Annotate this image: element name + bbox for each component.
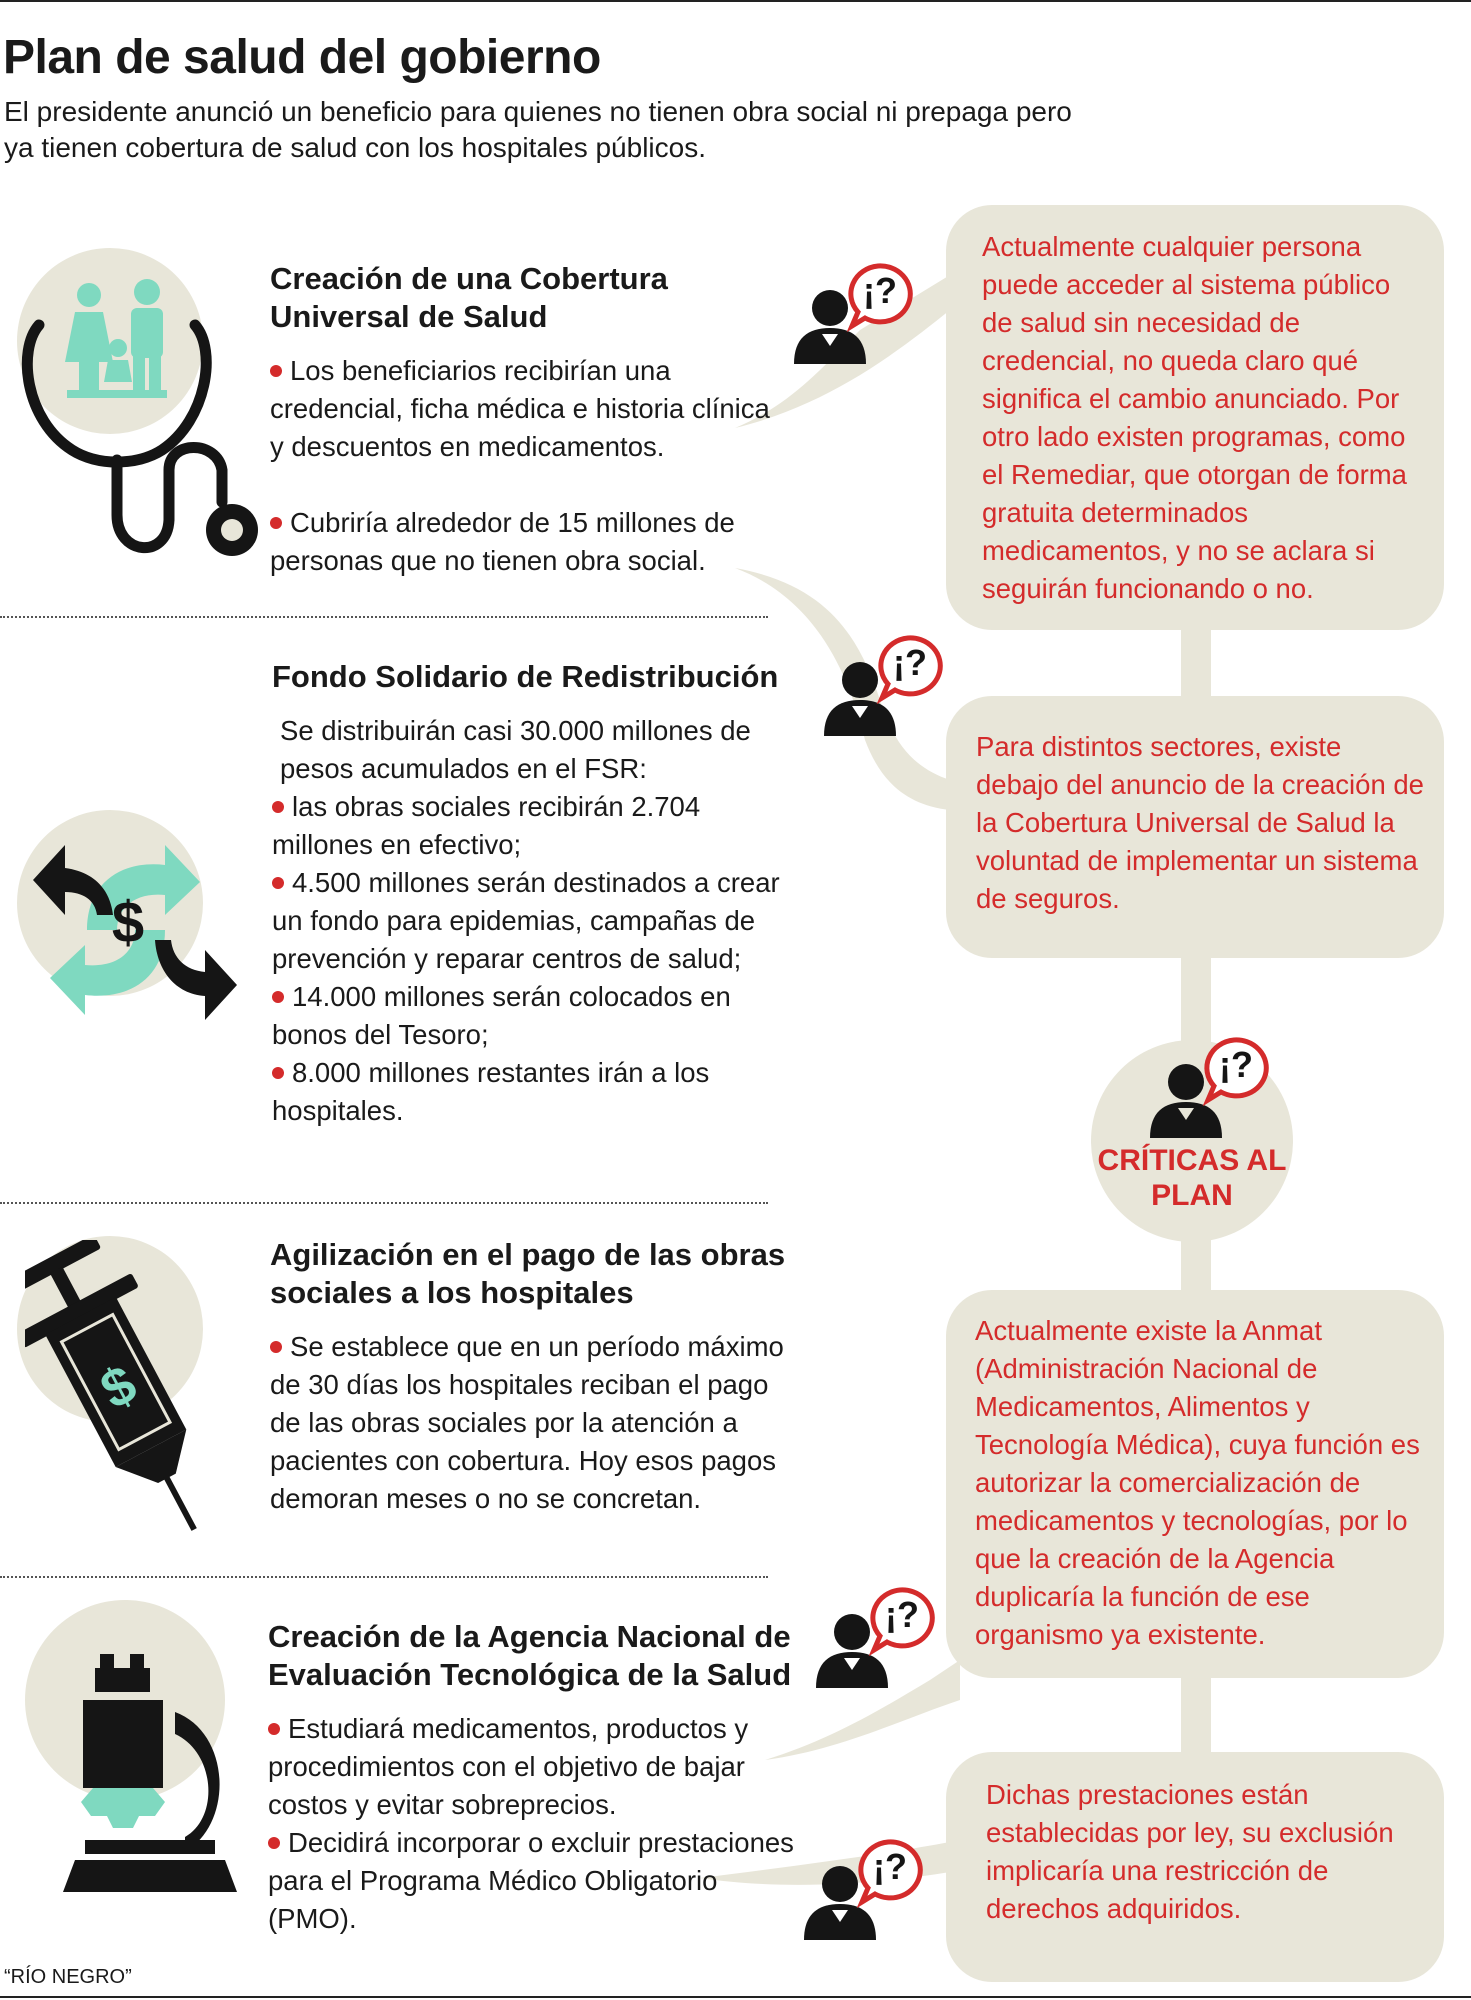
divider-3 [0,1576,768,1578]
section-4-bullet-1: Estudiará medicamentos, productos y procedimientos con el objetivo de bajar costos y evitar sobreprecios. [268,1713,749,1820]
page-title: Plan de salud del gobierno [3,31,601,84]
criticism-text-1: Actualmente cualquier persona puede acceder al sistema público de salud sin necesidad de credencial, no queda claro qué significa el cambio anunciado. Por otro lado existen programas, como el Remediar, que otorgan de forma gratuita determinados medicamentos, y no se aclara si seguirán funcionando o no. [982,231,1407,604]
section-4-title: Creación de la Agencia Nacional de Evaluación Tecnológica de la Salud [268,1619,792,1692]
section-1-bullet-1: Los beneficiarios recibirían una credencial, ficha médica e historia clínica y descuentos en medicamentos. [270,355,770,462]
person-question-icon: ¡? [812,1584,938,1694]
stethoscope-family-icon [17,270,262,580]
criticism-text-4: Dichas prestaciones están establecidas por ley, su exclusión implicaría una restricción de derechos adquiridos. [986,1779,1394,1924]
criticism-text-3: Actualmente existe la Anmat (Administración Nacional de Medicamentos, Alimentos y Tecnología Médica), cuya función es autorizar la comercialización de medicamentos y tecnologías, por lo que la creación de la Agencia duplicaría la función de ese organismo ya existente. [975,1315,1420,1650]
svg-text:$: $ [91,1353,146,1421]
page-subtitle: El presidente anunció un beneficio para quienes no tienen obra social ni prepaga pero ya tienen cobertura de salud con los hospitales públicos. [4,96,1072,163]
section-4-bullet-2: Decidirá incorporar o excluir prestaciones para el Programa Médico Obligatorio (PMO). [268,1827,794,1934]
section-1-bullet-2: Cubriría alrededor de 15 millones de personas que no tienen obra social. [270,507,735,576]
section-2-bullet-1: las obras sociales recibirán 2.704 millones en efectivo; [272,791,701,860]
person-question-icon: ¡? [800,1836,926,1946]
source-credit: “RÍO NEGRO” [4,1966,132,1988]
person-question-icon: ¡? [790,260,916,370]
criticas-label: CRÍTICAS AL PLAN [1097,1144,1287,1212]
section-2-bullet-3: 14.000 millones serán colocados en bonos del Tesoro; [272,981,731,1050]
section-2-title: Fondo Solidario de Redistribución [272,659,779,694]
divider-1 [0,616,768,618]
microscope-icon [55,1652,245,1902]
person-question-icon: ¡? [1146,1034,1272,1144]
section-2-bullet-4: 8.000 millones restantes irán a los hospitales. [272,1057,710,1126]
syringe-dollar-icon [25,1240,220,1540]
criticism-text-2: Para distintos sectores, existe debajo del anuncio de la creación de la Cobertura Universal de Salud la voluntad de implementar un sistema de seguros. [976,731,1424,914]
divider-2 [0,1202,768,1204]
section-3-bullet-1: Se establece que en un período máximo de 30 días los hospitales reciban el pago de las obras sociales por la atención a pacientes con cobertura. Hoy esos pagos demoran meses o no se concretan. [270,1331,784,1514]
money-exchange-icon [25,820,240,1020]
section-3-title: Agilización en el pago de las obras sociales a los hospitales [270,1237,786,1310]
section-2-bullet-2: 4.500 millones serán destinados a crear un fondo para epidemias, campañas de prevención y reparar centros de salud; [272,867,780,974]
section-2-intro: Se distribuirán casi 30.000 millones de pesos acumulados en el FSR: [280,715,751,784]
person-question-icon: ¡? [820,632,946,742]
section-1-title: Creación de una Cobertura Universal de Salud [270,261,668,334]
svg-text:$: $ [111,890,145,955]
